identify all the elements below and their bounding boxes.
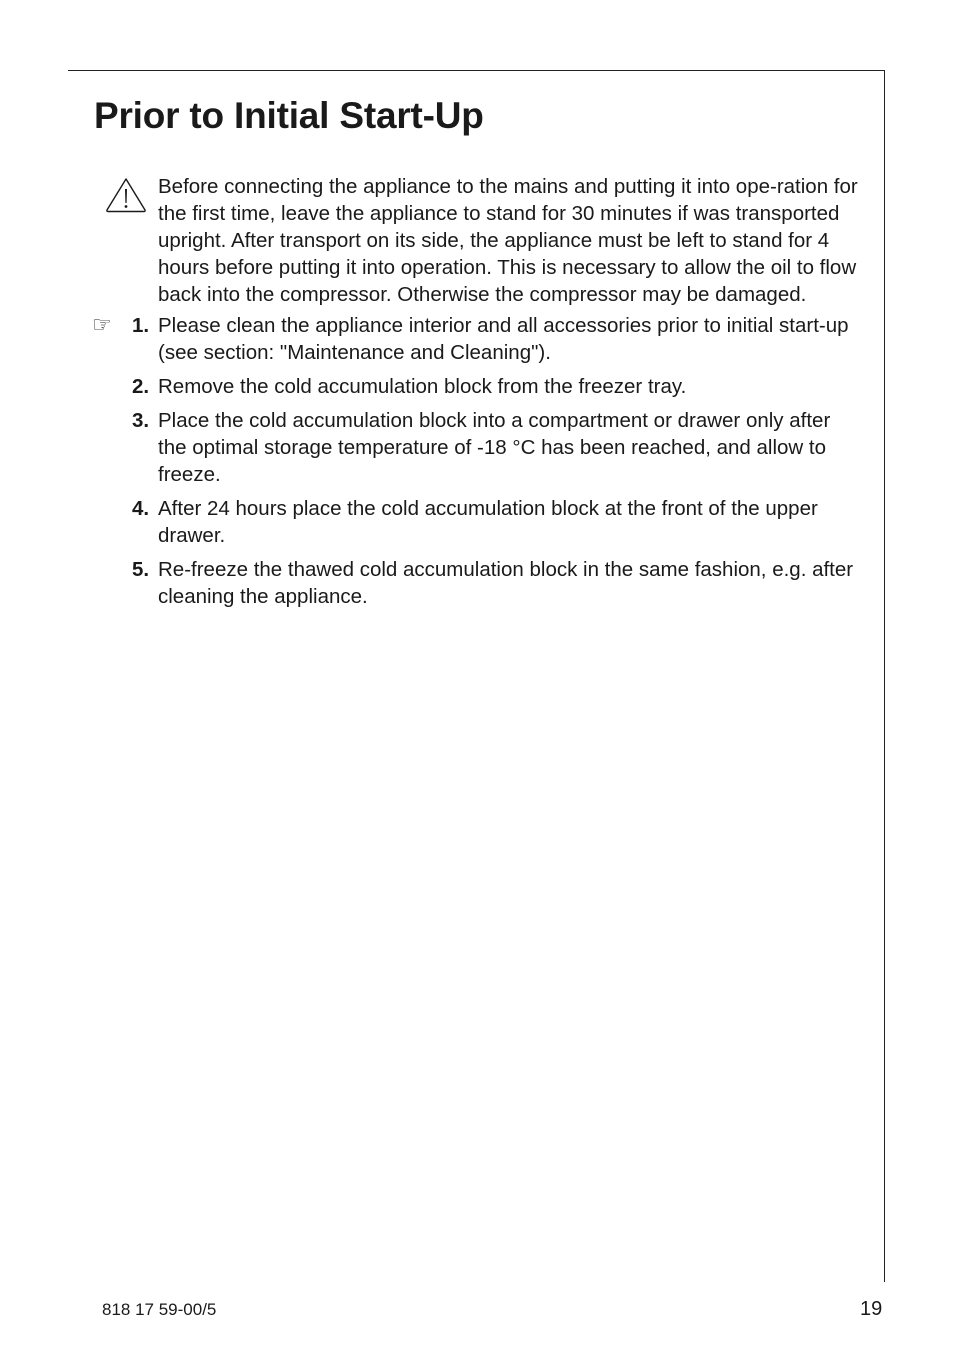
warning-block	[92, 173, 862, 308]
top-rule	[68, 70, 885, 71]
list-item	[92, 556, 862, 610]
pointing-hand-icon: ☞	[92, 313, 112, 338]
list-item	[92, 407, 862, 488]
list-item	[92, 495, 862, 549]
step-text: Please clean the appliance interior and all accessories prior to initial start-up (see section: "Maintenance and Cleaning").	[158, 314, 849, 364]
page-number: 19	[860, 1298, 883, 1320]
list-item	[92, 312, 862, 366]
right-rule	[884, 70, 885, 1282]
step-text: Re-freeze the thawed cold accumulation block in the same fashion, e.g. after cleaning the appliance.	[158, 558, 854, 608]
step-text: Remove the cold accumulation block from the freezer tray.	[158, 375, 687, 398]
document-code: 818 17 59-00/5	[102, 1300, 217, 1319]
step-text: Place the cold accumulation block into a compartment or drawer only after the optimal storage temperature of -18 °C has been reached, and allow to freeze.	[158, 409, 831, 486]
step-number: 4.	[132, 497, 150, 520]
step-text: After 24 hours place the cold accumulation block at the front of the upper drawer.	[158, 497, 818, 547]
step-number: 2.	[132, 375, 150, 398]
step-number: 1.	[132, 314, 150, 337]
main-content	[92, 173, 862, 610]
warning-text: Before connecting the appliance to the mains and putting it into ope-ration for the first time, leave the appliance to stand for 30 minutes if was transported upright. After transport on its side, the appliance must be left to stand for 4 hours before putting it into operation. This is necessary to allow the oil to flow back into the compressor. Otherwise the compressor may be damaged.	[158, 175, 858, 306]
page-title: Prior to Initial Start-Up	[94, 95, 484, 136]
warning-triangle-icon	[104, 176, 148, 214]
list-item	[92, 373, 862, 400]
step-number: 3.	[132, 409, 150, 432]
step-number: 5.	[132, 558, 150, 581]
